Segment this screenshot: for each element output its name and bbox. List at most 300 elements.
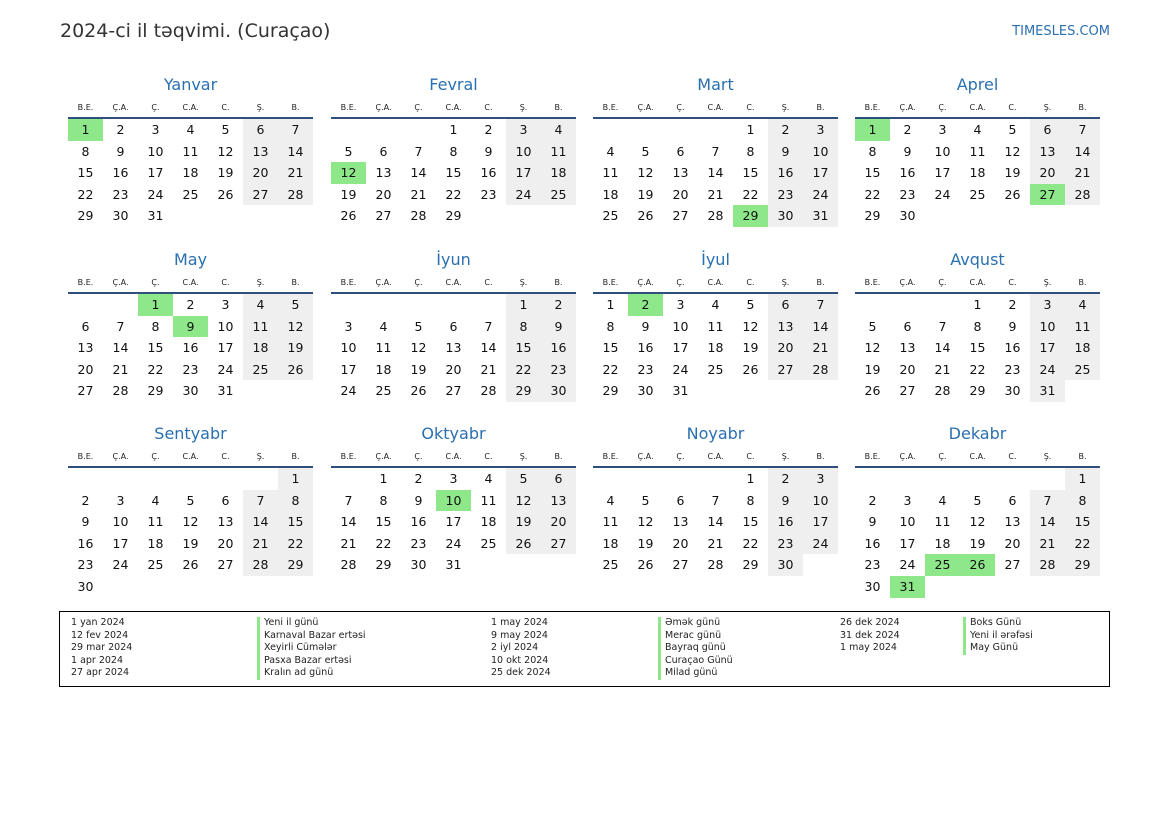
day: 5 bbox=[1008, 122, 1017, 137]
day: 19 bbox=[969, 535, 986, 551]
legend-dates-col-1 bbox=[71, 617, 132, 680]
weekend-day: 14 bbox=[278, 141, 313, 163]
holiday-day: 31 bbox=[890, 576, 925, 598]
day: 30 bbox=[864, 578, 881, 594]
weekend-day: 10 bbox=[803, 141, 838, 163]
day: 4 bbox=[938, 492, 947, 508]
week-row bbox=[593, 533, 838, 555]
weekend-day: 21 bbox=[1065, 162, 1100, 184]
weekend-day: 20 bbox=[243, 162, 278, 184]
legend-holiday-name: Yeni il ərəfəsi bbox=[963, 630, 1033, 643]
weekend-day: 6 bbox=[541, 468, 576, 490]
day: 31 bbox=[147, 208, 164, 224]
weekday-label: Ç.A. bbox=[899, 452, 916, 461]
day: 1 bbox=[746, 471, 755, 486]
day: 11 bbox=[182, 143, 199, 159]
weekend-day: 6 bbox=[243, 119, 278, 141]
weekday-label: Ç.A. bbox=[899, 103, 916, 112]
day: 16 bbox=[637, 340, 654, 356]
weekend-day: 5 bbox=[278, 294, 313, 316]
empty-day bbox=[401, 119, 436, 141]
weekend-day: 30 bbox=[768, 554, 803, 576]
day: 3 bbox=[116, 492, 125, 508]
day: 23 bbox=[77, 557, 94, 573]
empty-day bbox=[506, 554, 541, 576]
day: 18 bbox=[602, 535, 619, 551]
legend-date: 10 okt 2024 bbox=[491, 654, 549, 666]
holiday-day: 12 bbox=[331, 162, 366, 184]
day: 13 bbox=[445, 340, 462, 356]
holiday-day: 1 bbox=[138, 294, 173, 316]
legend-holiday-name: Kralın ad günü bbox=[257, 667, 366, 680]
empty-day bbox=[628, 468, 663, 490]
weekend-day: 8 bbox=[278, 490, 313, 512]
weekday-label: C. bbox=[1008, 103, 1017, 112]
day: 11 bbox=[375, 340, 392, 356]
week-row bbox=[68, 184, 313, 206]
weekday-label: Ç.A. bbox=[637, 278, 654, 287]
day: 17 bbox=[340, 361, 357, 377]
day: 17 bbox=[217, 340, 234, 356]
day: 11 bbox=[934, 514, 951, 530]
day: 19 bbox=[217, 165, 234, 181]
month-name: Aprel bbox=[956, 75, 999, 94]
weekday-label: B.E. bbox=[602, 452, 619, 461]
day: 26 bbox=[864, 383, 881, 399]
site-link[interactable]: TIMESLES.COM bbox=[1012, 24, 1110, 39]
weekday-label: Ş. bbox=[519, 278, 528, 287]
day: 14 bbox=[340, 514, 357, 530]
weekday-label: Ş. bbox=[519, 103, 528, 112]
weekday-label: Ç.A. bbox=[112, 278, 129, 287]
day: 6 bbox=[1008, 492, 1017, 508]
weekend-day: 28 bbox=[243, 554, 278, 576]
weekday-label: Ç. bbox=[151, 278, 160, 287]
week-row bbox=[593, 511, 838, 533]
weekend-day: 29 bbox=[278, 554, 313, 576]
empty-day bbox=[103, 576, 138, 598]
empty-day bbox=[243, 205, 278, 227]
day: 26 bbox=[637, 557, 654, 573]
day: 10 bbox=[217, 318, 234, 334]
week-row bbox=[855, 576, 1100, 598]
weekend-day: 29 bbox=[1065, 554, 1100, 576]
day: 13 bbox=[672, 514, 689, 530]
weekday-header bbox=[68, 446, 313, 468]
weekday-label: Ç. bbox=[151, 103, 160, 112]
day: 17 bbox=[899, 535, 916, 551]
empty-day bbox=[995, 576, 1030, 598]
day: 23 bbox=[899, 186, 916, 202]
day: 7 bbox=[484, 318, 493, 334]
weekday-label: B. bbox=[1078, 103, 1087, 112]
weekday-label: C. bbox=[484, 103, 493, 112]
day: 17 bbox=[445, 514, 462, 530]
weekend-day: 11 bbox=[1065, 316, 1100, 338]
weekend-day: 28 bbox=[803, 359, 838, 381]
weekend-day: 16 bbox=[768, 511, 803, 533]
day: 1 bbox=[746, 122, 755, 137]
weekday-label: C. bbox=[221, 103, 230, 112]
week-row bbox=[68, 119, 313, 141]
day: 4 bbox=[151, 492, 160, 508]
weekend-day: 21 bbox=[803, 337, 838, 359]
weekend-day: 24 bbox=[803, 184, 838, 206]
weekend-day: 19 bbox=[506, 511, 541, 533]
day: 5 bbox=[344, 143, 353, 159]
day: 1 bbox=[973, 297, 982, 312]
day: 1 bbox=[606, 297, 615, 312]
weekend-day: 9 bbox=[541, 316, 576, 338]
day: 5 bbox=[414, 318, 423, 334]
day: 8 bbox=[379, 492, 388, 508]
weekday-label: B.E. bbox=[77, 278, 94, 287]
empty-day bbox=[628, 119, 663, 141]
legend-date: 9 may 2024 bbox=[491, 629, 548, 641]
weekend-day: 24 bbox=[803, 533, 838, 555]
day: 15 bbox=[602, 340, 619, 356]
day: 21 bbox=[480, 361, 497, 377]
weekend-day: 4 bbox=[541, 119, 576, 141]
day: 19 bbox=[410, 361, 427, 377]
day: 19 bbox=[637, 186, 654, 202]
day: 2 bbox=[903, 122, 912, 137]
day: 29 bbox=[969, 383, 986, 399]
week-row bbox=[855, 119, 1100, 141]
week-row bbox=[593, 184, 838, 206]
day: 7 bbox=[344, 492, 353, 508]
legend-holiday-name: Merac günü bbox=[658, 630, 733, 643]
day: 2 bbox=[1008, 297, 1017, 312]
weekday-label: Ç.A. bbox=[899, 278, 916, 287]
empty-day bbox=[925, 576, 960, 598]
day: 9 bbox=[81, 514, 90, 530]
weekend-day: 14 bbox=[1030, 511, 1065, 533]
day: 11 bbox=[147, 514, 164, 530]
weekend-day: 14 bbox=[243, 511, 278, 533]
day: 24 bbox=[217, 361, 234, 377]
empty-day bbox=[960, 468, 995, 490]
day: 2 bbox=[81, 492, 90, 508]
day: 8 bbox=[151, 318, 160, 334]
day: 13 bbox=[899, 340, 916, 356]
weekend-day: 8 bbox=[506, 316, 541, 338]
day: 25 bbox=[147, 557, 164, 573]
weekday-label: C.A. bbox=[969, 103, 986, 112]
weekday-label: Ş. bbox=[781, 452, 790, 461]
week-row bbox=[593, 380, 838, 402]
day: 29 bbox=[602, 383, 619, 399]
empty-day bbox=[803, 554, 838, 576]
week-row bbox=[68, 468, 313, 490]
day: 7 bbox=[938, 318, 947, 334]
weekday-label: B.E. bbox=[340, 452, 357, 461]
empty-day bbox=[995, 468, 1030, 490]
weekday-label: B. bbox=[554, 452, 563, 461]
day: 24 bbox=[147, 186, 164, 202]
weekend-day: 3 bbox=[803, 468, 838, 490]
weekday-label: B.E. bbox=[340, 278, 357, 287]
day: 21 bbox=[707, 186, 724, 202]
day: 20 bbox=[672, 186, 689, 202]
day: 18 bbox=[707, 340, 724, 356]
day: 8 bbox=[746, 143, 755, 159]
day: 24 bbox=[340, 383, 357, 399]
weekday-label: Ç. bbox=[938, 278, 947, 287]
day: 11 bbox=[602, 165, 619, 181]
week-row bbox=[593, 316, 838, 338]
weekday-header bbox=[593, 272, 838, 294]
day: 21 bbox=[934, 361, 951, 377]
weekday-label: Ç. bbox=[414, 278, 423, 287]
day: 25 bbox=[480, 535, 497, 551]
weekend-day: 22 bbox=[506, 359, 541, 381]
weekday-label: C. bbox=[746, 103, 755, 112]
day: 20 bbox=[899, 361, 916, 377]
day: 16 bbox=[480, 165, 497, 181]
day: 28 bbox=[934, 383, 951, 399]
day: 30 bbox=[410, 557, 427, 573]
week-row bbox=[331, 511, 576, 533]
weekend-day: 30 bbox=[768, 205, 803, 227]
day: 29 bbox=[742, 557, 759, 573]
day: 26 bbox=[742, 361, 759, 377]
weekend-day: 15 bbox=[506, 337, 541, 359]
empty-day bbox=[1065, 205, 1100, 227]
day: 3 bbox=[344, 318, 353, 334]
day: 13 bbox=[77, 340, 94, 356]
weekday-label: B. bbox=[291, 278, 300, 287]
day: 27 bbox=[445, 383, 462, 399]
weekend-day: 21 bbox=[243, 533, 278, 555]
day: 12 bbox=[864, 340, 881, 356]
day: 9 bbox=[414, 492, 423, 508]
day: 9 bbox=[641, 318, 650, 334]
week-row bbox=[855, 490, 1100, 512]
empty-day bbox=[173, 468, 208, 490]
day: 19 bbox=[1004, 165, 1021, 181]
month-name: Sentyabr bbox=[154, 424, 227, 443]
weekend-day: 16 bbox=[768, 162, 803, 184]
week-row bbox=[331, 205, 576, 227]
weekend-day: 26 bbox=[506, 533, 541, 555]
legend-dates-col-3 bbox=[840, 617, 900, 655]
day: 16 bbox=[1004, 340, 1021, 356]
weekday-label: B.E. bbox=[602, 103, 619, 112]
legend-date: 27 apr 2024 bbox=[71, 667, 130, 679]
weekday-label: C.A. bbox=[969, 278, 986, 287]
week-row bbox=[855, 359, 1100, 381]
day: 26 bbox=[340, 208, 357, 224]
empty-day bbox=[541, 205, 576, 227]
day: 13 bbox=[672, 165, 689, 181]
weekend-day: 28 bbox=[1065, 184, 1100, 206]
weekend-day: 30 bbox=[541, 380, 576, 402]
weekday-label: C. bbox=[221, 452, 230, 461]
day: 15 bbox=[147, 340, 164, 356]
day: 26 bbox=[410, 383, 427, 399]
day: 9 bbox=[484, 143, 493, 159]
weekday-header bbox=[68, 272, 313, 294]
weekday-label: B.E. bbox=[340, 103, 357, 112]
day: 4 bbox=[606, 492, 615, 508]
day: 20 bbox=[77, 361, 94, 377]
month-4 bbox=[855, 73, 1100, 227]
empty-day bbox=[436, 294, 471, 316]
day: 4 bbox=[973, 122, 982, 137]
week-row bbox=[331, 380, 576, 402]
week-row bbox=[331, 337, 576, 359]
holiday-day: 1 bbox=[68, 119, 103, 141]
day: 18 bbox=[147, 535, 164, 551]
holiday-day: 29 bbox=[733, 205, 768, 227]
week-row bbox=[331, 294, 576, 316]
empty-day bbox=[1065, 380, 1100, 402]
day: 27 bbox=[672, 208, 689, 224]
weekend-day: 10 bbox=[803, 490, 838, 512]
weekday-label: Ş. bbox=[1043, 278, 1052, 287]
day: 25 bbox=[182, 186, 199, 202]
week-row bbox=[331, 184, 576, 206]
month-8 bbox=[855, 248, 1100, 402]
day: 30 bbox=[112, 208, 129, 224]
week-row bbox=[855, 533, 1100, 555]
weekday-label: Ç. bbox=[676, 278, 685, 287]
day: 12 bbox=[217, 143, 234, 159]
legend-holiday-name: Bayraq günü bbox=[658, 642, 733, 655]
weekday-label: C. bbox=[746, 452, 755, 461]
weekend-day: 23 bbox=[541, 359, 576, 381]
weekday-label: C. bbox=[1008, 452, 1017, 461]
day: 22 bbox=[375, 535, 392, 551]
week-row bbox=[855, 337, 1100, 359]
day: 10 bbox=[147, 143, 164, 159]
day: 5 bbox=[746, 297, 755, 312]
day: 16 bbox=[899, 165, 916, 181]
day: 1 bbox=[449, 122, 458, 137]
empty-day bbox=[506, 205, 541, 227]
weekend-day: 18 bbox=[243, 337, 278, 359]
day: 31 bbox=[445, 557, 462, 573]
day: 13 bbox=[1004, 514, 1021, 530]
empty-day bbox=[278, 205, 313, 227]
weekend-day: 24 bbox=[506, 184, 541, 206]
day: 6 bbox=[81, 318, 90, 334]
weekend-day: 9 bbox=[768, 490, 803, 512]
weekday-header bbox=[331, 97, 576, 119]
weekday-header bbox=[593, 97, 838, 119]
day: 6 bbox=[676, 492, 685, 508]
day: 10 bbox=[934, 143, 951, 159]
empty-day bbox=[103, 468, 138, 490]
legend-names-col-3 bbox=[963, 617, 1033, 655]
day: 10 bbox=[672, 318, 689, 334]
weekday-label: C.A. bbox=[969, 452, 986, 461]
empty-day bbox=[173, 205, 208, 227]
day: 22 bbox=[147, 361, 164, 377]
empty-day bbox=[698, 468, 733, 490]
empty-day bbox=[1030, 468, 1065, 490]
weekend-day: 22 bbox=[278, 533, 313, 555]
month-name: Noyabr bbox=[686, 424, 745, 443]
weekend-day: 10 bbox=[1030, 316, 1065, 338]
day: 6 bbox=[379, 143, 388, 159]
day: 24 bbox=[934, 186, 951, 202]
weekday-label: Ş. bbox=[781, 278, 790, 287]
weekday-label: B. bbox=[554, 103, 563, 112]
day: 8 bbox=[868, 143, 877, 159]
page-title: 2024-ci il təqvimi. (Curaçao) bbox=[60, 20, 331, 42]
weekday-label: C.A. bbox=[445, 278, 462, 287]
weekend-day: 11 bbox=[541, 141, 576, 163]
day: 22 bbox=[602, 361, 619, 377]
empty-day bbox=[1065, 576, 1100, 598]
day: 26 bbox=[217, 186, 234, 202]
weekend-day: 29 bbox=[506, 380, 541, 402]
holiday-legend bbox=[59, 611, 1110, 687]
weekday-label: C.A. bbox=[445, 103, 462, 112]
weekend-day: 13 bbox=[243, 141, 278, 163]
day: 29 bbox=[375, 557, 392, 573]
weekday-header bbox=[855, 446, 1100, 468]
weekend-day: 19 bbox=[278, 337, 313, 359]
holiday-day: 26 bbox=[960, 554, 995, 576]
week-row bbox=[68, 533, 313, 555]
day: 7 bbox=[414, 143, 423, 159]
weekday-label: Ç.A. bbox=[375, 278, 392, 287]
weekday-label: Ç. bbox=[414, 452, 423, 461]
day: 11 bbox=[602, 514, 619, 530]
weekend-day: 17 bbox=[506, 162, 541, 184]
weekend-day: 7 bbox=[1030, 490, 1065, 512]
week-row bbox=[855, 511, 1100, 533]
weekend-day: 20 bbox=[541, 511, 576, 533]
weekday-label: C.A. bbox=[707, 103, 724, 112]
week-row bbox=[855, 380, 1100, 402]
day: 22 bbox=[445, 186, 462, 202]
day: 6 bbox=[903, 318, 912, 334]
weekend-day: 7 bbox=[1065, 119, 1100, 141]
day: 9 bbox=[868, 514, 877, 530]
week-row bbox=[855, 162, 1100, 184]
day: 22 bbox=[77, 186, 94, 202]
holiday-day: 10 bbox=[436, 490, 471, 512]
week-row bbox=[593, 337, 838, 359]
day: 29 bbox=[147, 383, 164, 399]
weekend-day: 15 bbox=[278, 511, 313, 533]
week-row bbox=[331, 490, 576, 512]
day: 27 bbox=[375, 208, 392, 224]
weekday-label: C. bbox=[1008, 278, 1017, 287]
day: 14 bbox=[480, 340, 497, 356]
day: 14 bbox=[934, 340, 951, 356]
day: 15 bbox=[742, 514, 759, 530]
day: 25 bbox=[707, 361, 724, 377]
day: 11 bbox=[707, 318, 724, 334]
empty-day bbox=[103, 294, 138, 316]
day: 20 bbox=[672, 535, 689, 551]
weekday-label: C. bbox=[221, 278, 230, 287]
day: 3 bbox=[676, 297, 685, 312]
day: 22 bbox=[742, 535, 759, 551]
week-row bbox=[593, 162, 838, 184]
weekend-day: 17 bbox=[1030, 337, 1065, 359]
week-row bbox=[593, 490, 838, 512]
day: 2 bbox=[484, 122, 493, 137]
week-row bbox=[331, 119, 576, 141]
day: 5 bbox=[186, 492, 195, 508]
weekday-label: B.E. bbox=[864, 452, 881, 461]
